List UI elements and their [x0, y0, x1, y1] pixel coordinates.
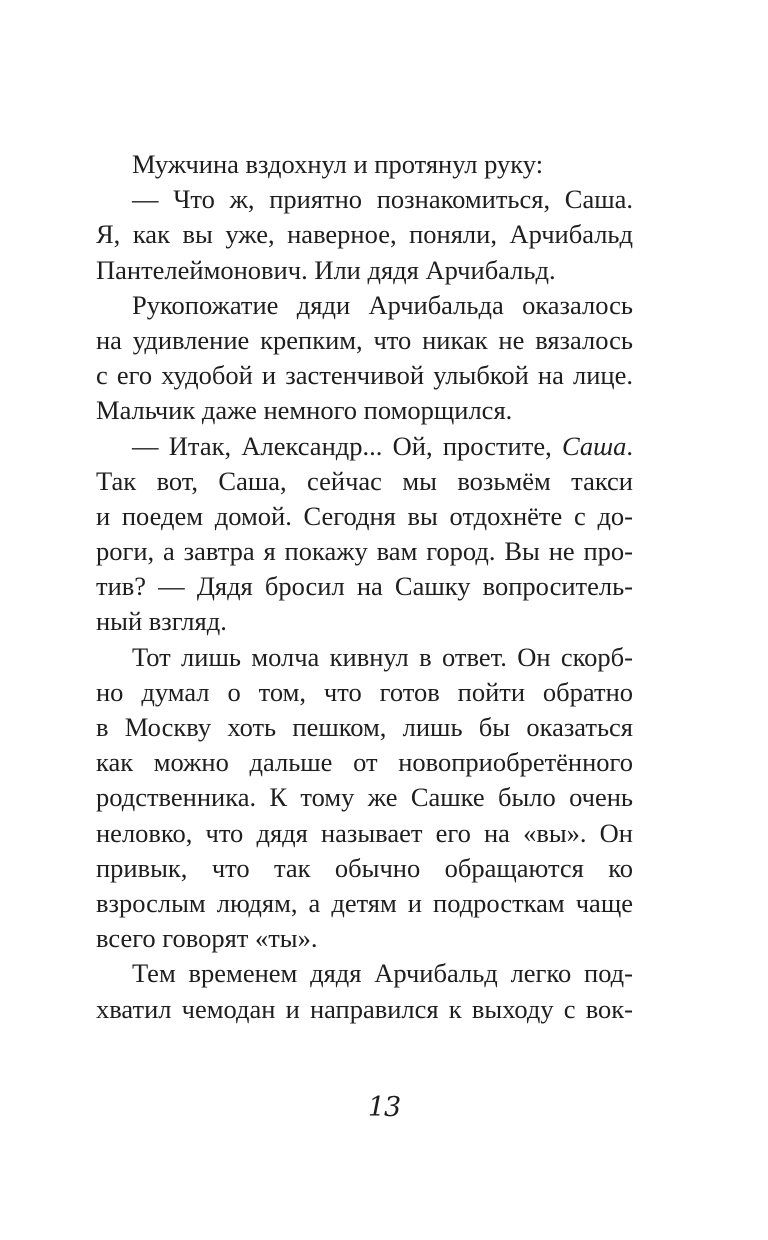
- book-page-text: [96, 147, 633, 1027]
- text-line-19: родственника. К тому же Сашке было очень: [96, 782, 633, 813]
- text-line-24: Тем временем дядя Арчибальд легко под-: [132, 958, 633, 989]
- text-line-20: неловко, что дядя называет его на «вы». Он: [96, 817, 633, 848]
- text-line-9: [96, 429, 633, 464]
- text-line-2: — Что ж, приятно познакомиться, Саша.: [132, 184, 633, 215]
- text-line-4: Пантелеймонович. Или дядя Арчибальд.: [96, 254, 556, 285]
- text-line-22: взрослым людям, а детям и подросткам чаще: [96, 887, 633, 918]
- text-line-1: Мужчина вздохнул и протянул руку:: [132, 149, 544, 179]
- text-line-18: как можно дальше от новоприобретённого: [96, 747, 633, 778]
- italic-name-sasha: Саша: [562, 430, 627, 461]
- text-line-13: тив? — Дядя бросил на Сашку вопроситель-: [96, 571, 633, 602]
- text-line-10: Так вот, Саша, сейчас мы возьмём такси: [96, 465, 633, 496]
- text-line-15: Тот лишь молча кивнул в ответ. Он скорб-: [132, 641, 633, 672]
- text-line-23: всего говорят «ты».: [96, 923, 318, 954]
- text-line-11: и поедем домой. Сегодня вы отдохнёте с до-: [96, 500, 633, 531]
- text-line-14: ный взгляд.: [96, 606, 227, 637]
- text-line-3: Я, как вы уже, наверное, поняли, Арчибальд: [96, 219, 633, 250]
- text-line-16: но думал о том, что готов пойти обратно: [96, 676, 633, 707]
- text-line-17: в Москву хоть пешком, лишь бы оказаться: [96, 712, 633, 742]
- text-line-21: привык, что так обычно обращаются ко: [96, 852, 633, 883]
- text-line-7: с его худобой и застенчивой улыбкой на лице.: [96, 360, 633, 391]
- text-line-5: Рукопожатие дяди Арчибальда оказалось: [132, 289, 633, 320]
- page-number: 13: [367, 1092, 401, 1123]
- text-line-9-end: .: [626, 430, 633, 461]
- text-line-6: на удивление крепким, что никак не вязалось: [96, 324, 633, 355]
- text-line-8: Мальчик даже немного поморщился.: [96, 395, 513, 426]
- text-line-25: хватил чемодан и направился к выходу с вок-: [96, 993, 633, 1024]
- text-line-9-start: — Итак, Александр... Ой, простите,: [132, 430, 562, 461]
- text-line-12: роги, а завтра я покажу вам город. Вы не про-: [96, 536, 633, 567]
